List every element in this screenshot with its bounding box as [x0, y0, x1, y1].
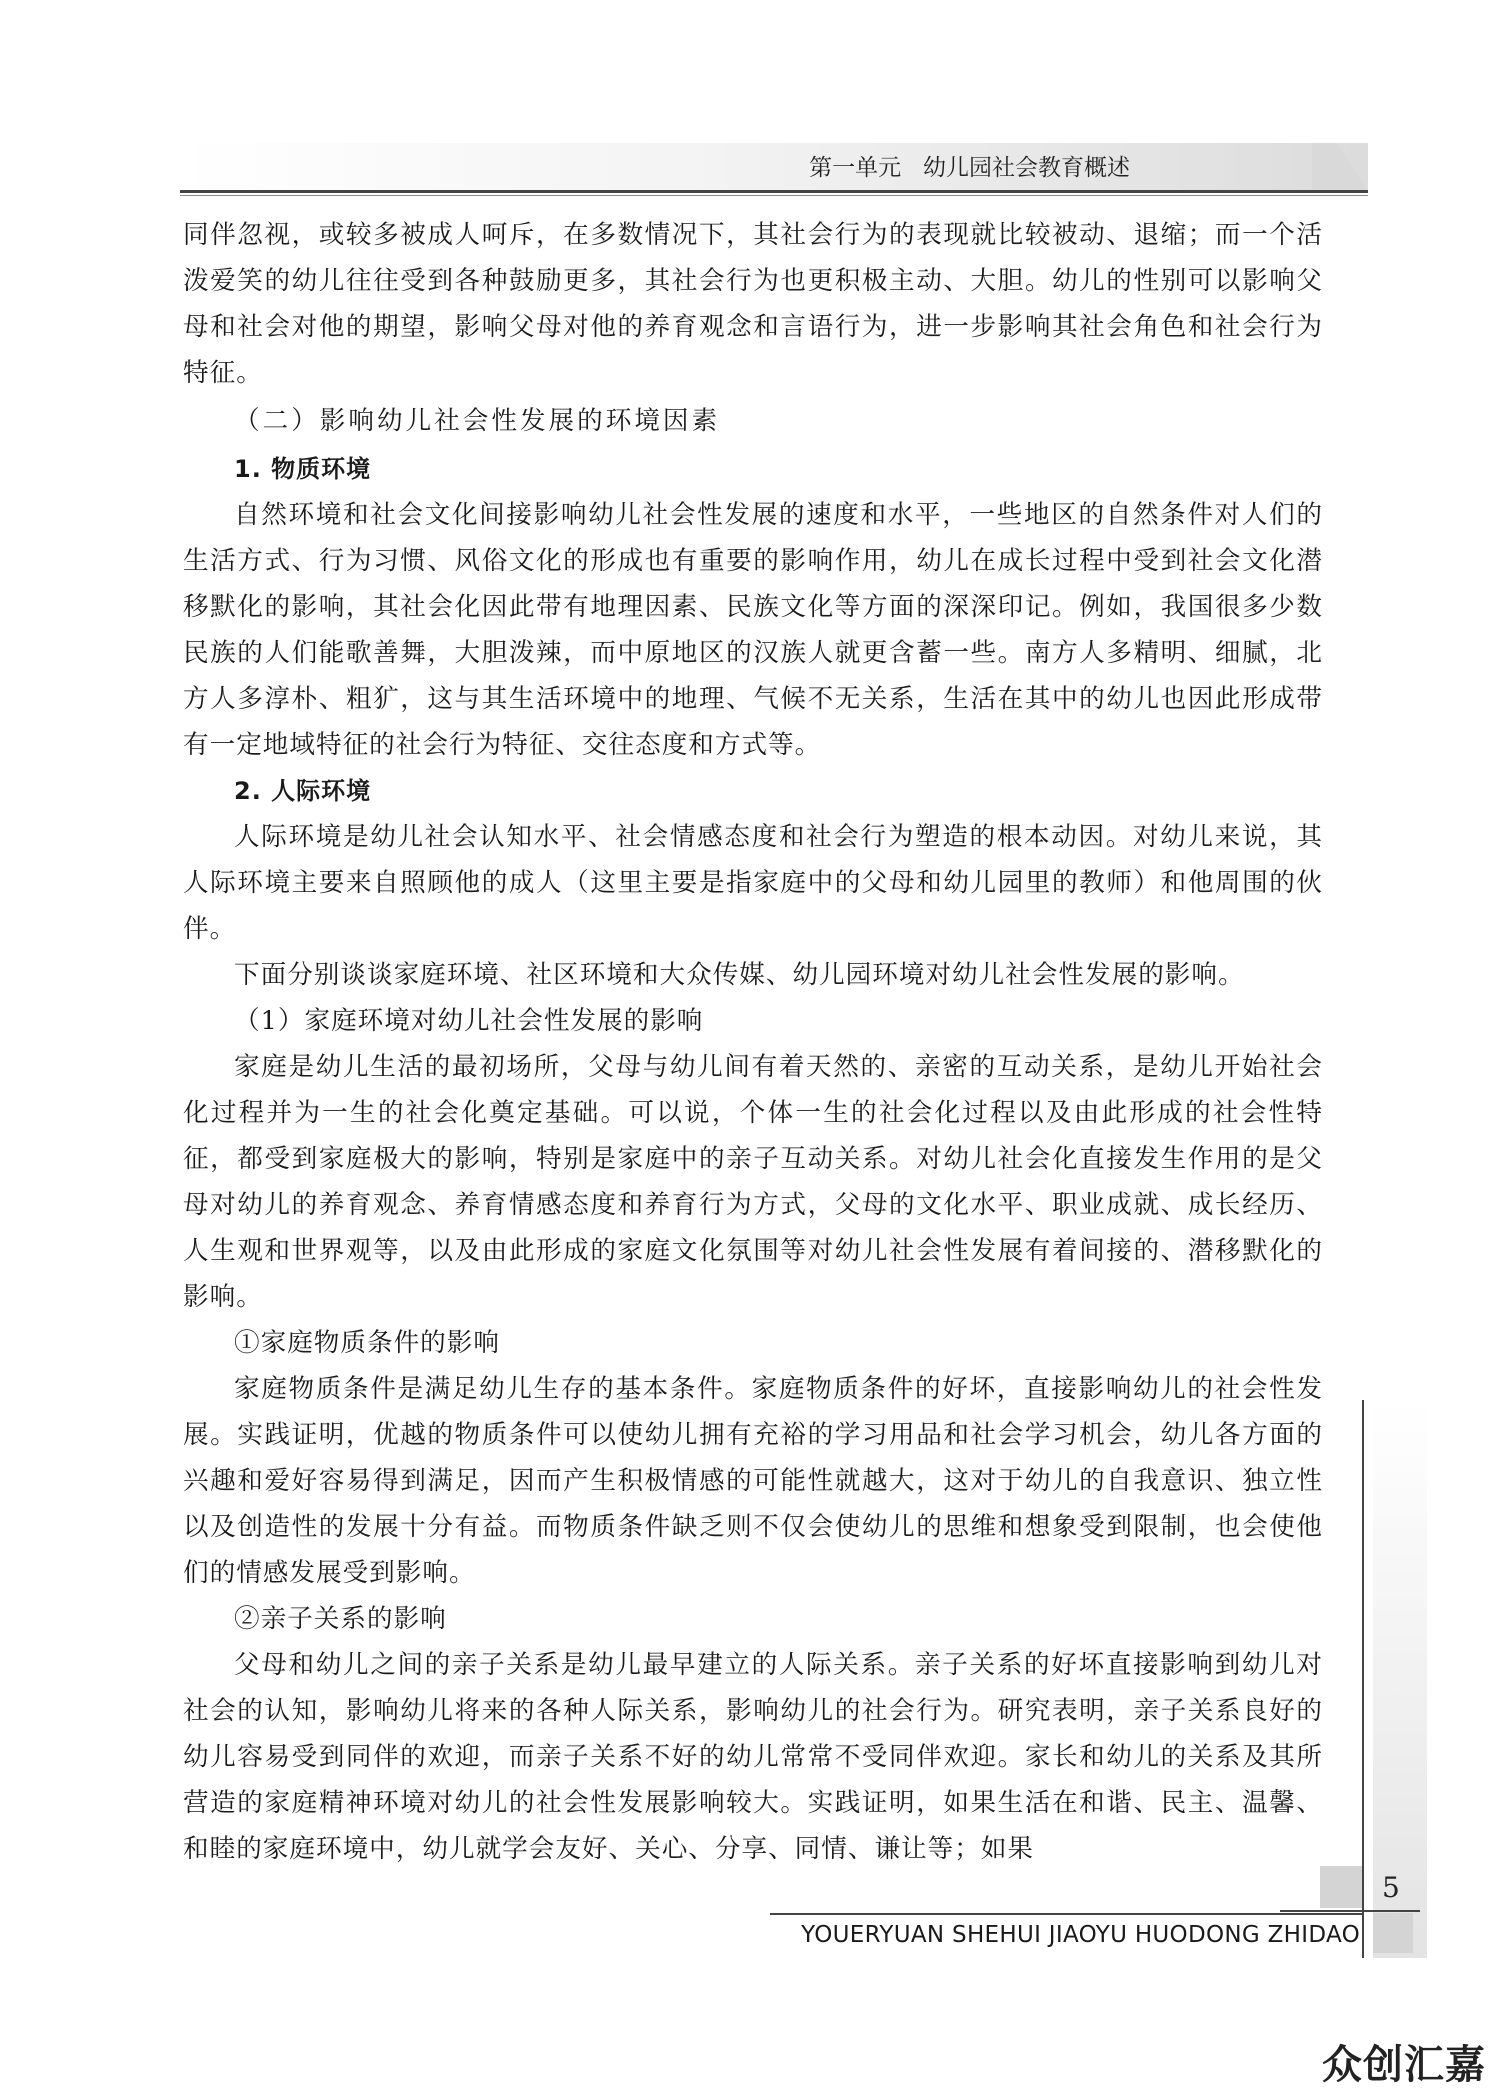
- header-rule: [180, 190, 1368, 193]
- footer-rule: [770, 1913, 1362, 1915]
- item-heading-parent-child: ②亲子关系的影响: [234, 1604, 447, 1634]
- page-number-box-lower: [1373, 1913, 1413, 1953]
- section-heading: （二）影响幼儿社会性发展的环境因素: [234, 406, 721, 436]
- watermark-logo: 众创汇嘉: [1322, 2042, 1486, 2088]
- subheading-material-environment: 1. 物质环境: [234, 455, 372, 483]
- item-heading-material-conditions: ①家庭物质条件的影响: [234, 1328, 500, 1358]
- header-band: [180, 143, 1368, 191]
- header-rule-thin: [180, 195, 1368, 196]
- paragraph: 自然环境和社会文化间接影响幼儿社会性发展的速度和水平，一些地区的自然条件对人们的生活方式、行为习惯、风俗文化的形成也有重要的影响作用，幼儿在成长过程中受到社会文化潜移默化的影响，其社会化因此带有地理因素、民族文化等方面的深深印记。例如，我国很多少数民族的人们能歌善舞，大胆泼辣，而中原地区的汉族人就更含蓄一些。南方人多精明、细腻，北方人多淳朴、粗犷，这与其生活环境中的地理、气候不无关系，生活在其中的幼儿也因此形成带有一定地域特征的社会行为特征、交往态度和方式等。: [183, 500, 1323, 760]
- paragraph: 家庭物质条件是满足幼儿生存的基本条件。家庭物质条件的好坏，直接影响幼儿的社会性发展。实践证明，优越的物质条件可以使幼儿拥有充裕的学习用品和社会学习机会，幼儿各方面的兴趣和爱好容易得到满足，因而产生积极情感的可能性就越大，这对于幼儿的自我意识、独立性以及创造性的发展十分有益。而物质条件缺乏则不仅会使幼儿的思维和想象受到限制，也会使他们的情感发展受到影响。: [183, 1374, 1323, 1588]
- margin-rule: [1362, 1400, 1364, 1958]
- paragraph-continued: 同伴忽视，或较多被成人呵斥，在多数情况下，其社会行为的表现就比较被动、退缩；而一个活泼爱笑的幼儿往往受到各种鼓励更多，其社会行为也更积极主动、大胆。幼儿的性别可以影响父母和社会对他的期望，影响父母对他的养育观念和言语行为，进一步影响其社会角色和社会行为特征。: [183, 220, 1323, 388]
- paragraph: 人际环境是幼儿社会认知水平、社会情感态度和社会行为塑造的根本动因。对幼儿来说，其人际环境主要来自照顾他的成人（这里主要是指家庭中的父母和幼儿园里的教师）和他周围的伙伴。: [183, 822, 1323, 944]
- page-number-box: [1320, 1866, 1362, 1908]
- running-footer: YOUERYUAN SHEHUI JIAOYU HUODONG ZHIDAO: [801, 1922, 1360, 1948]
- header-title: 幼儿园社会教育概述: [923, 155, 1130, 181]
- page-number: 5: [1382, 1871, 1400, 1904]
- item-heading-family-environment: （1）家庭环境对幼儿社会性发展的影响: [234, 1006, 704, 1036]
- page-body: [183, 212, 1323, 1872]
- page-number-rule: [1280, 1910, 1420, 1912]
- paragraph: 父母和幼儿之间的亲子关系是幼儿最早建立的人际关系。亲子关系的好坏直接影响到幼儿对社会的认知，影响幼儿将来的各种人际关系，影响幼儿的社会行为。研究表明，亲子关系良好的幼儿容易受到同伴的欢迎，而亲子关系不好的幼儿常常不受同伴欢迎。家长和幼儿的关系及其所营造的家庭精神环境对幼儿的社会性发展影响较大。实践证明，如果生活在和谐、民主、温馨、和睦的家庭环境中，幼儿就学会友好、关心、分享、同情、谦让等；如果: [183, 1650, 1323, 1864]
- header-unit: 第一单元: [809, 155, 902, 181]
- paragraph: 家庭是幼儿生活的最初场所，父母与幼儿间有着天然的、亲密的互动关系，是幼儿开始社会化过程并为一生的社会化奠定基础。可以说，个体一生的社会化过程以及由此形成的社会性特征，都受到家庭极大的影响，特别是家庭中的亲子互动关系。对幼儿社会化直接发生作用的是父母对幼儿的养育观念、养育情感态度和养育行为方式，父母的文化水平、职业成就、成长经历、人生观和世界观等，以及由此形成的家庭文化氛围等对幼儿社会性发展有着间接的、潜移默化的影响。: [183, 1052, 1323, 1312]
- subheading-interpersonal-environment: 2. 人际环境: [234, 777, 372, 805]
- running-header: [809, 150, 1130, 186]
- paragraph: 下面分别谈谈家庭环境、社区环境和大众传媒、幼儿园环境对幼儿社会性发展的影响。: [234, 960, 1245, 990]
